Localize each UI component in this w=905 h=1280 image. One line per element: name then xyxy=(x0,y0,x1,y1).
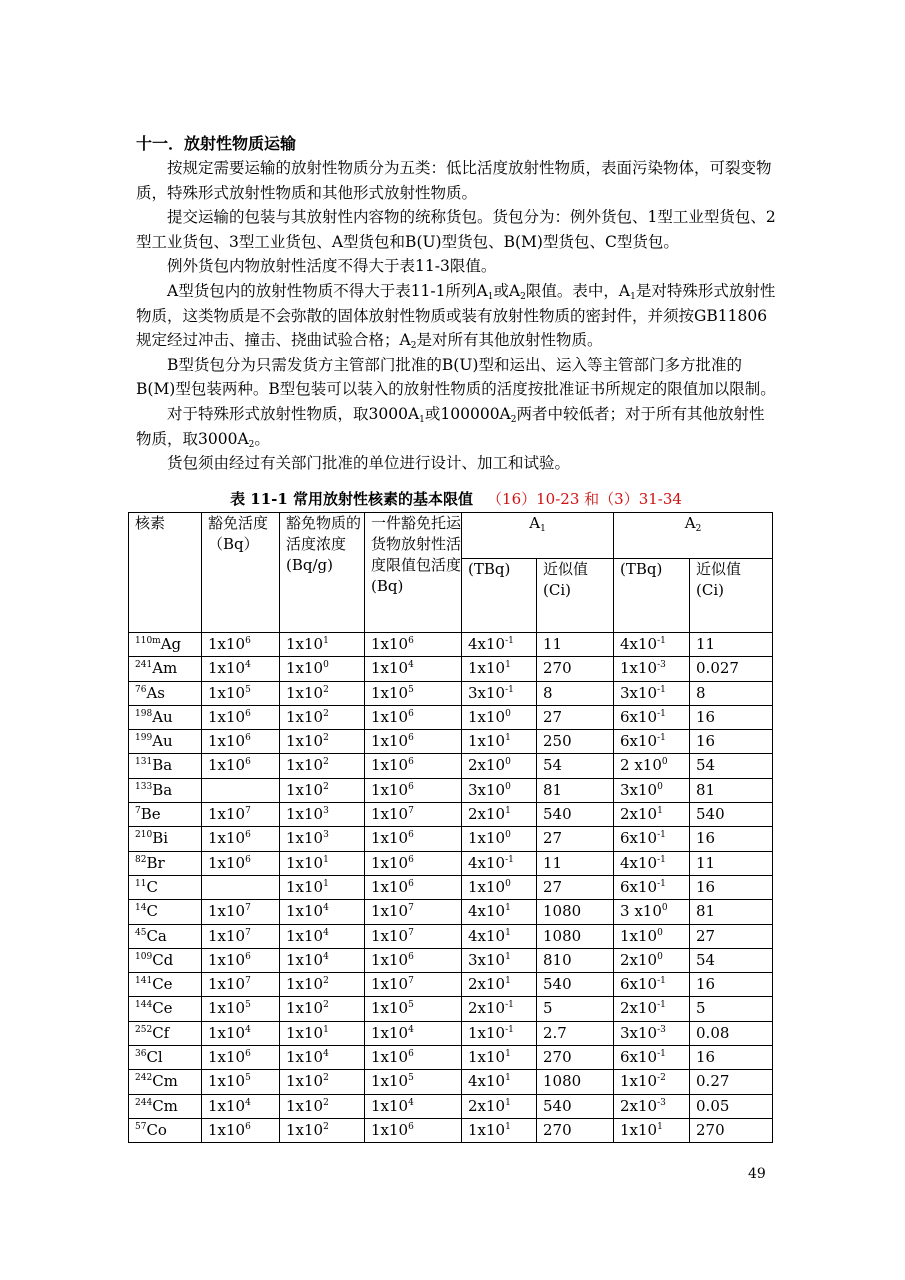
cell-exempt-activity: $1x10^6$ xyxy=(202,851,280,875)
paragraph-design: 货包须由经过有关部门批准的单位进行设计、加工和试验。 xyxy=(167,454,571,473)
paragraph-type-a-package: A型货包内的放射性物质不得大于表11-1所列$A_1$或$A_2$限值。表中，$A_1$是对特殊形式放射性物质，这类物质是不会弥散的固体放射性物质或装有放射性物质的密封件，并须按GB11806规定经过冲击、撞击、挠曲试验合格；$A_2$是对所有其他放射性物质。 xyxy=(136,281,776,352)
cell-exempt-concentration: $1x10^2$ xyxy=(280,1118,365,1142)
cell-consignment-limit: $1x10^6$ xyxy=(365,827,462,851)
cell-nuclide: $^{244}$Cm xyxy=(129,1094,202,1118)
cell-a2-tbq: $1x10^{-3}$ xyxy=(614,657,690,681)
table-row xyxy=(129,851,773,875)
cell-a1-tbq: $2x10^1$ xyxy=(462,1094,537,1118)
cell-a1-ci: 27 xyxy=(537,827,614,851)
cell-nuclide: $^{198}$Au xyxy=(129,705,202,729)
cell-consignment-limit: $1x10^7$ xyxy=(365,973,462,997)
cell-exempt-concentration: $1x10^2$ xyxy=(280,1070,365,1094)
cell-consignment-limit: $1x10^6$ xyxy=(365,778,462,802)
table-row xyxy=(129,633,773,657)
cell-a2-tbq: $4x10^{-1}$ xyxy=(614,633,690,657)
cell-a1-tbq: $4x10^1$ xyxy=(462,900,537,924)
cell-a1-tbq: $1x10^1$ xyxy=(462,730,537,754)
cell-nuclide: $^7$Be xyxy=(129,803,202,827)
cell-consignment-limit: $1x10^5$ xyxy=(365,1070,462,1094)
cell-a1-ci: 270 xyxy=(537,657,614,681)
cell-a1-tbq: $3x10^{-1}$ xyxy=(462,681,537,705)
cell-nuclide: $^{109}$Cd xyxy=(129,948,202,972)
section-title: 十一．放射性物质运输 xyxy=(136,134,297,153)
cell-a1-ci: 540 xyxy=(537,973,614,997)
cell-a2-ci: 0.05 xyxy=(690,1094,773,1118)
cell-a1-ci: 810 xyxy=(537,948,614,972)
cell-nuclide: $^{36}$Cl xyxy=(129,1046,202,1070)
cell-a2-ci: 16 xyxy=(690,1046,773,1070)
cell-a2-ci: 81 xyxy=(690,778,773,802)
cell-a1-ci: 54 xyxy=(537,754,614,778)
cell-a1-tbq: $3x10^1$ xyxy=(462,948,537,972)
cell-a1-ci: 540 xyxy=(537,1094,614,1118)
cell-a2-ci: 54 xyxy=(690,754,773,778)
paragraph-categories: 按规定需要运输的放射性物质分为五类：低比活度放射性物质，表面污染物体，可裂变物质，特殊形式放射性物质和其他形式放射性物质。 xyxy=(136,159,772,202)
cell-consignment-limit: $1x10^6$ xyxy=(365,875,462,899)
cell-nuclide: $^{82}$Br xyxy=(129,851,202,875)
cell-exempt-activity: $1x10^6$ xyxy=(202,754,280,778)
cell-a2-ci: 0.027 xyxy=(690,657,773,681)
table-row xyxy=(129,657,773,681)
cell-exempt-activity: $1x10^6$ xyxy=(202,1118,280,1142)
cell-a2-tbq: $2x10^{-3}$ xyxy=(614,1094,690,1118)
cell-nuclide: $^{131}$Ba xyxy=(129,754,202,778)
cell-exempt-activity: $1x10^6$ xyxy=(202,948,280,972)
cell-exempt-activity: $1x10^7$ xyxy=(202,900,280,924)
cell-exempt-activity: $1x10^7$ xyxy=(202,924,280,948)
cell-exempt-concentration: $1x10^2$ xyxy=(280,705,365,729)
cell-exempt-concentration: $1x10^4$ xyxy=(280,1046,365,1070)
header-a1: $A_1$ xyxy=(462,513,614,559)
cell-nuclide: $^{11}$C xyxy=(129,875,202,899)
table-row xyxy=(129,1021,773,1045)
cell-a2-ci: 270 xyxy=(690,1118,773,1142)
cell-a2-ci: 16 xyxy=(690,705,773,729)
table-row xyxy=(129,973,773,997)
cell-exempt-activity: $1x10^7$ xyxy=(202,973,280,997)
cell-nuclide: $^{57}$Co xyxy=(129,1118,202,1142)
table-row xyxy=(129,924,773,948)
cell-nuclide: $^{199}$Au xyxy=(129,730,202,754)
cell-a1-tbq: $4x10^{-1}$ xyxy=(462,633,537,657)
cell-consignment-limit: $1x10^4$ xyxy=(365,1094,462,1118)
cell-exempt-concentration: $1x10^0$ xyxy=(280,657,365,681)
cell-a2-tbq: $6x10^{-1}$ xyxy=(614,705,690,729)
table-row xyxy=(129,827,773,851)
table-row xyxy=(129,705,773,729)
cell-a2-ci: 540 xyxy=(690,803,773,827)
header-exempt-concentration: 豁免物质的活度浓度 (Bq/g) xyxy=(280,513,365,633)
table-row xyxy=(129,803,773,827)
cell-a2-ci: 8 xyxy=(690,681,773,705)
cell-a1-ci: 27 xyxy=(537,875,614,899)
table-row xyxy=(129,778,773,802)
cell-a1-tbq: $1x10^0$ xyxy=(462,875,537,899)
cell-exempt-concentration: $1x10^2$ xyxy=(280,973,365,997)
table-caption-title: 表 11-1 常用放射性核素的基本限值 xyxy=(230,490,474,508)
cell-exempt-concentration: $1x10^3$ xyxy=(280,827,365,851)
cell-a1-tbq: $1x10^1$ xyxy=(462,1118,537,1142)
cell-a1-ci: 5 xyxy=(537,997,614,1021)
cell-exempt-concentration: $1x10^1$ xyxy=(280,875,365,899)
page-number: 49 xyxy=(748,1166,766,1182)
cell-consignment-limit: $1x10^6$ xyxy=(365,851,462,875)
table-row xyxy=(129,1046,773,1070)
cell-a2-tbq: $6x10^{-1}$ xyxy=(614,827,690,851)
cell-a2-ci: 16 xyxy=(690,973,773,997)
header-a1-approx: 近似值 (Ci) xyxy=(537,559,614,633)
cell-a1-tbq: $4x10^1$ xyxy=(462,1070,537,1094)
cell-a1-tbq: $1x10^0$ xyxy=(462,705,537,729)
cell-exempt-concentration: $1x10^1$ xyxy=(280,633,365,657)
cell-nuclide: $^{210}$Bi xyxy=(129,827,202,851)
cell-exempt-activity: $1x10^5$ xyxy=(202,997,280,1021)
cell-a2-ci: 16 xyxy=(690,875,773,899)
cell-consignment-limit: $1x10^6$ xyxy=(365,730,462,754)
cell-exempt-activity: $1x10^6$ xyxy=(202,633,280,657)
cell-a1-ci: 81 xyxy=(537,778,614,802)
cell-exempt-concentration: $1x10^2$ xyxy=(280,778,365,802)
cell-exempt-activity: $1x10^5$ xyxy=(202,681,280,705)
cell-a1-tbq: $4x10^1$ xyxy=(462,924,537,948)
cell-exempt-activity xyxy=(202,778,280,802)
cell-a2-ci: 5 xyxy=(690,997,773,1021)
cell-nuclide: $^{141}$Ce xyxy=(129,973,202,997)
table-row xyxy=(129,900,773,924)
cell-exempt-concentration: $1x10^4$ xyxy=(280,900,365,924)
cell-a1-ci: 540 xyxy=(537,803,614,827)
cell-exempt-activity: $1x10^4$ xyxy=(202,1021,280,1045)
header-a2: $A_2$ xyxy=(614,513,773,559)
cell-a1-tbq: $1x10^1$ xyxy=(462,657,537,681)
cell-a2-tbq: $6x10^{-1}$ xyxy=(614,875,690,899)
cell-exempt-concentration: $1x10^3$ xyxy=(280,803,365,827)
cell-consignment-limit: $1x10^6$ xyxy=(365,754,462,778)
table-caption xyxy=(136,488,776,510)
table-row xyxy=(129,730,773,754)
cell-a1-tbq: $2x10^1$ xyxy=(462,973,537,997)
header-a1-tbq: (TBq) xyxy=(462,559,537,633)
cell-consignment-limit: $1x10^5$ xyxy=(365,997,462,1021)
cell-a2-tbq: $4x10^{-1}$ xyxy=(614,851,690,875)
cell-exempt-concentration: $1x10^2$ xyxy=(280,681,365,705)
paragraph-special-form: 对于特殊形式放射性物质，取$3000A_1$或$100000A_2$两者中较低者；对于所有其他放射性物质，取$3000A_2$。 xyxy=(136,404,765,450)
cell-exempt-activity: $1x10^5$ xyxy=(202,1070,280,1094)
cell-nuclide: $^{144}$Ce xyxy=(129,997,202,1021)
paragraph-excepted-package: 例外货包内物放射性活度不得大于表11-3限值。 xyxy=(167,257,497,276)
cell-a1-ci: 27 xyxy=(537,705,614,729)
header-nuclide: 核素 xyxy=(129,513,202,633)
cell-a1-tbq: $1x10^0$ xyxy=(462,827,537,851)
cell-a2-ci: 0.08 xyxy=(690,1021,773,1045)
table-row xyxy=(129,1094,773,1118)
cell-exempt-concentration: $1x10^4$ xyxy=(280,948,365,972)
cell-a1-ci: 11 xyxy=(537,851,614,875)
cell-a2-tbq: $3x10^0$ xyxy=(614,778,690,802)
cell-exempt-activity: $1x10^6$ xyxy=(202,730,280,754)
cell-consignment-limit: $1x10^5$ xyxy=(365,681,462,705)
cell-a2-tbq: $6x10^{-1}$ xyxy=(614,730,690,754)
page-content xyxy=(136,132,776,476)
cell-exempt-activity: $1x10^4$ xyxy=(202,657,280,681)
cell-a2-ci: 16 xyxy=(690,827,773,851)
cell-a2-tbq: $2x10^1$ xyxy=(614,803,690,827)
cell-exempt-activity: $1x10^6$ xyxy=(202,827,280,851)
cell-nuclide: $^{242}$Cm xyxy=(129,1070,202,1094)
cell-a1-tbq: $1x10^1$ xyxy=(462,1046,537,1070)
nuclide-limits-table xyxy=(128,512,773,1143)
cell-a1-tbq: $2x10^0$ xyxy=(462,754,537,778)
cell-nuclide: $^{45}$Ca xyxy=(129,924,202,948)
table-row xyxy=(129,681,773,705)
header-consignment-limit: 一件豁免托运货物放射性活度限值包活度(Bq) xyxy=(365,513,462,633)
cell-a2-tbq: 3 $x10^0$ xyxy=(614,900,690,924)
cell-exempt-activity: $1x10^4$ xyxy=(202,1094,280,1118)
cell-exempt-concentration: $1x10^4$ xyxy=(280,924,365,948)
cell-exempt-concentration: $1x10^2$ xyxy=(280,730,365,754)
cell-consignment-limit: $1x10^6$ xyxy=(365,633,462,657)
cell-a2-ci: 0.27 xyxy=(690,1070,773,1094)
cell-a1-ci: 270 xyxy=(537,1118,614,1142)
table-row xyxy=(129,1070,773,1094)
header-a2-tbq: (TBq) xyxy=(614,559,690,633)
cell-exempt-activity: $1x10^6$ xyxy=(202,1046,280,1070)
cell-a1-tbq: $3x10^0$ xyxy=(462,778,537,802)
cell-nuclide: $^{76}$As xyxy=(129,681,202,705)
cell-a1-ci: 270 xyxy=(537,1046,614,1070)
cell-exempt-concentration: $1x10^2$ xyxy=(280,1094,365,1118)
cell-a2-tbq: $6x10^{-1}$ xyxy=(614,973,690,997)
cell-nuclide: $^{14}$C xyxy=(129,900,202,924)
cell-a1-ci: 11 xyxy=(537,633,614,657)
cell-nuclide: $^{252}$Cf xyxy=(129,1021,202,1045)
cell-a1-tbq: $2x10^{-1}$ xyxy=(462,997,537,1021)
header-exempt-activity: 豁免活度 （Bq） xyxy=(202,513,280,633)
cell-a2-tbq: $1x10^0$ xyxy=(614,924,690,948)
cell-consignment-limit: $1x10^7$ xyxy=(365,924,462,948)
cell-exempt-concentration: $1x10^1$ xyxy=(280,851,365,875)
cell-a2-ci: 16 xyxy=(690,730,773,754)
paragraph-package-types: 提交运输的包装与其放射性内容物的统称货包。货包分为：例外货包、1型工业型货包、2型工业货包、3型工业货包、A型货包和B(U)型货包、B(M)型货包、C型货包。 xyxy=(136,208,776,251)
cell-a2-tbq: $1x10^1$ xyxy=(614,1118,690,1142)
cell-exempt-activity: $1x10^6$ xyxy=(202,705,280,729)
table-row xyxy=(129,1118,773,1142)
cell-a1-ci: 1080 xyxy=(537,1070,614,1094)
cell-exempt-activity: $1x10^7$ xyxy=(202,803,280,827)
paragraph-type-b-package: B型货包分为只需发货方主管部门批准的B(U)型和运出、运入等主管部门多方批准的B(M)型包装两种。B型包装可以装入的放射性物质的活度按批准证书所规定的限值加以限制。 xyxy=(136,355,776,399)
cell-a1-ci: 1080 xyxy=(537,900,614,924)
cell-a1-ci: 8 xyxy=(537,681,614,705)
cell-exempt-concentration: $1x10^2$ xyxy=(280,997,365,1021)
cell-nuclide: $^{110m}$Ag xyxy=(129,633,202,657)
cell-a2-tbq: 2 $x10^0$ xyxy=(614,754,690,778)
cell-exempt-concentration: $1x10^1$ xyxy=(280,1021,365,1045)
cell-exempt-concentration: $1x10^2$ xyxy=(280,754,365,778)
table-row xyxy=(129,997,773,1021)
cell-consignment-limit: $1x10^4$ xyxy=(365,1021,462,1045)
cell-a2-ci: 81 xyxy=(690,900,773,924)
cell-a2-ci: 11 xyxy=(690,633,773,657)
table-row xyxy=(129,754,773,778)
cell-a1-tbq: $2x10^1$ xyxy=(462,803,537,827)
cell-exempt-activity xyxy=(202,875,280,899)
cell-a2-tbq: $1x10^{-2}$ xyxy=(614,1070,690,1094)
cell-a1-ci: 2.7 xyxy=(537,1021,614,1045)
cell-a2-tbq: $3x10^{-3}$ xyxy=(614,1021,690,1045)
cell-a2-ci: 54 xyxy=(690,948,773,972)
cell-consignment-limit: $1x10^6$ xyxy=(365,1046,462,1070)
table-row xyxy=(129,875,773,899)
cell-nuclide: $^{241}$Am xyxy=(129,657,202,681)
cell-nuclide: $^{133}$Ba xyxy=(129,778,202,802)
cell-a2-tbq: $6x10^{-1}$ xyxy=(614,1046,690,1070)
cell-a2-ci: 27 xyxy=(690,924,773,948)
cell-consignment-limit: $1x10^6$ xyxy=(365,948,462,972)
cell-consignment-limit: $1x10^6$ xyxy=(365,1118,462,1142)
table-row xyxy=(129,948,773,972)
cell-a2-tbq: $2x10^0$ xyxy=(614,948,690,972)
cell-a1-tbq: $1x10^{-1}$ xyxy=(462,1021,537,1045)
table-caption-reference: （16）10-23 和（3）31-34 xyxy=(487,490,682,508)
cell-consignment-limit: $1x10^6$ xyxy=(365,705,462,729)
cell-a1-tbq: $4x10^{-1}$ xyxy=(462,851,537,875)
header-a2-approx: 近似值 (Ci) xyxy=(690,559,773,633)
cell-consignment-limit: $1x10^7$ xyxy=(365,803,462,827)
cell-a2-ci: 11 xyxy=(690,851,773,875)
cell-consignment-limit: $1x10^4$ xyxy=(365,657,462,681)
cell-a1-ci: 1080 xyxy=(537,924,614,948)
cell-a1-ci: 250 xyxy=(537,730,614,754)
cell-consignment-limit: $1x10^7$ xyxy=(365,900,462,924)
cell-a2-tbq: $2x10^{-1}$ xyxy=(614,997,690,1021)
cell-a2-tbq: $3x10^{-1}$ xyxy=(614,681,690,705)
